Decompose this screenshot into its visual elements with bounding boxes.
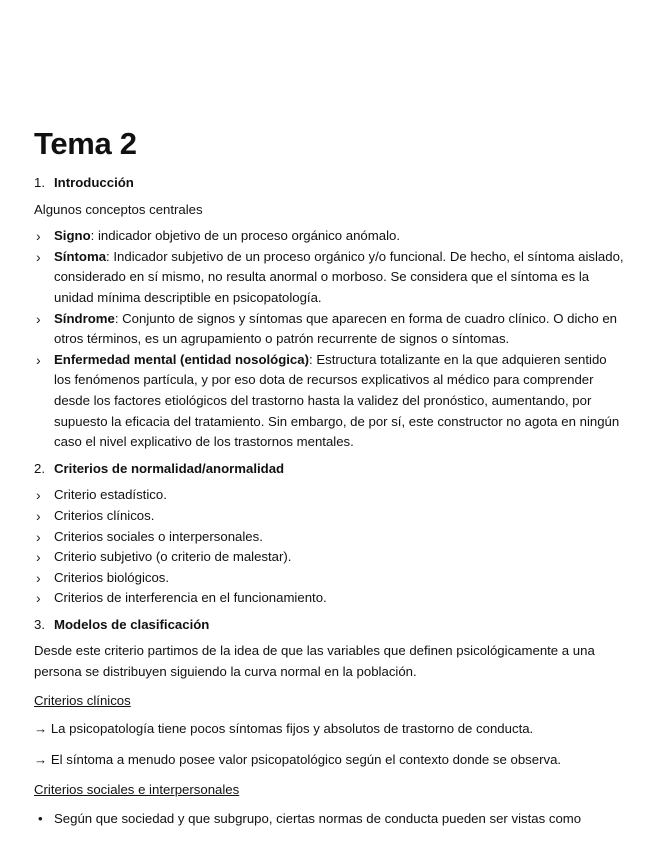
arrow-note: → El síntoma a menudo posee valor psicopatológico según el contexto donde se observa.: [34, 751, 562, 767]
section-3-paragraph: Desde este criterio partimos de la idea de que las variables que definen psicológicamente a una persona se distribuyen siguiendo la curva normal en la población.: [34, 643, 595, 680]
section-2-heading: [34, 459, 625, 480]
section-1-heading: [34, 173, 625, 194]
concept-term: Síntoma: [54, 248, 107, 264]
chevron-right-icon: ›: [36, 228, 41, 245]
criterion-text: Criterios sociales o interpersonales.: [54, 528, 263, 544]
chevron-right-icon: ›: [36, 549, 41, 566]
concept-term: Signo: [54, 228, 91, 244]
criterion-text: Criterio subjetivo (o criterio de malestar).: [54, 549, 292, 565]
section-1-number: 1.: [34, 175, 45, 190]
concept-text: : Indicador subjetivo de un proceso orgánico y/o funcional. De hecho, el síntoma aislado, considerado en sí mismo, no resulta anormal o morboso. Se considera que el síntoma es la unidad mínima descriptible en psicopatología.: [54, 248, 624, 305]
concept-text: : Estructura totalizante en la que adquieren sentido los fenómenos partícula, y por eso dota de recursos explicativos al médico para comprender desde los factores etiológicos del trastorno hasta la validez del pronóstico, aumentando, por supuesto la eficacia del tratamiento. Sin embargo, de por sí, este constructor no agota en ningún caso el nivel explicativo de los trastornos mentales.: [54, 351, 620, 450]
criterion-text: Criterios de interferencia en el funcionamiento.: [54, 590, 327, 606]
criteria-list: [34, 485, 625, 609]
list-item: [34, 588, 625, 609]
criterion-text: Criterio estadístico.: [54, 487, 167, 503]
list-item: [34, 350, 625, 453]
chevron-right-icon: ›: [36, 310, 41, 327]
concept-term: Síndrome: [54, 310, 115, 326]
criterion-text: Criterios biológicos.: [54, 569, 170, 585]
concept-text: : Conjunto de signos y síntomas que aparecen en forma de cuadro clínico. O dicho en otros términos, es un agrupamiento o patrón recurrente de signos o síntomas.: [54, 310, 617, 347]
page-title: Tema 2: [34, 126, 137, 161]
section-3-number: 3.: [34, 616, 45, 632]
chevron-right-icon: ›: [36, 507, 41, 524]
section-1-intro: Algunos conceptos centrales: [34, 201, 203, 217]
subheading-social: Criterios sociales e interpersonales: [34, 782, 240, 798]
chevron-right-icon: ›: [36, 569, 41, 586]
bullet-list: [34, 809, 625, 830]
list-item: [34, 485, 625, 506]
concepts-list: [34, 226, 625, 453]
subheading-clinical: Criterios clínicos: [34, 692, 131, 708]
list-item: [34, 547, 625, 568]
section-3-heading: [34, 615, 625, 636]
list-item: [34, 527, 625, 548]
list-item: [34, 226, 625, 247]
chevron-right-icon: ›: [36, 248, 41, 265]
arrow-note: → La psicopatología tiene pocos síntomas fijos y absolutos de trastorno de conducta.: [34, 721, 534, 737]
chevron-right-icon: ›: [36, 590, 41, 607]
section-2-title: Criterios de normalidad/anormalidad: [54, 460, 285, 476]
concept-text: : indicador objetivo de un proceso orgánico anómalo.: [90, 228, 401, 244]
bullet-icon: •: [38, 811, 43, 827]
list-item: [34, 309, 625, 350]
chevron-right-icon: ›: [36, 487, 41, 504]
list-item: [34, 809, 625, 830]
bullet-text: Según que sociedad y que subgrupo, ciertas normas de conducta pueden ser vistas como: [54, 811, 582, 827]
list-item: [34, 568, 625, 589]
criterion-text: Criterios clínicos.: [54, 507, 155, 523]
section-1-title: Introducción: [54, 175, 134, 190]
section-3-title: Modelos de clasificación: [54, 616, 210, 632]
chevron-right-icon: ›: [36, 351, 41, 368]
list-item: [34, 247, 625, 309]
section-2-number: 2.: [34, 460, 45, 476]
chevron-right-icon: ›: [36, 528, 41, 545]
list-item: [34, 506, 625, 527]
concept-term: Enfermedad mental (entidad nosológica): [54, 351, 309, 367]
